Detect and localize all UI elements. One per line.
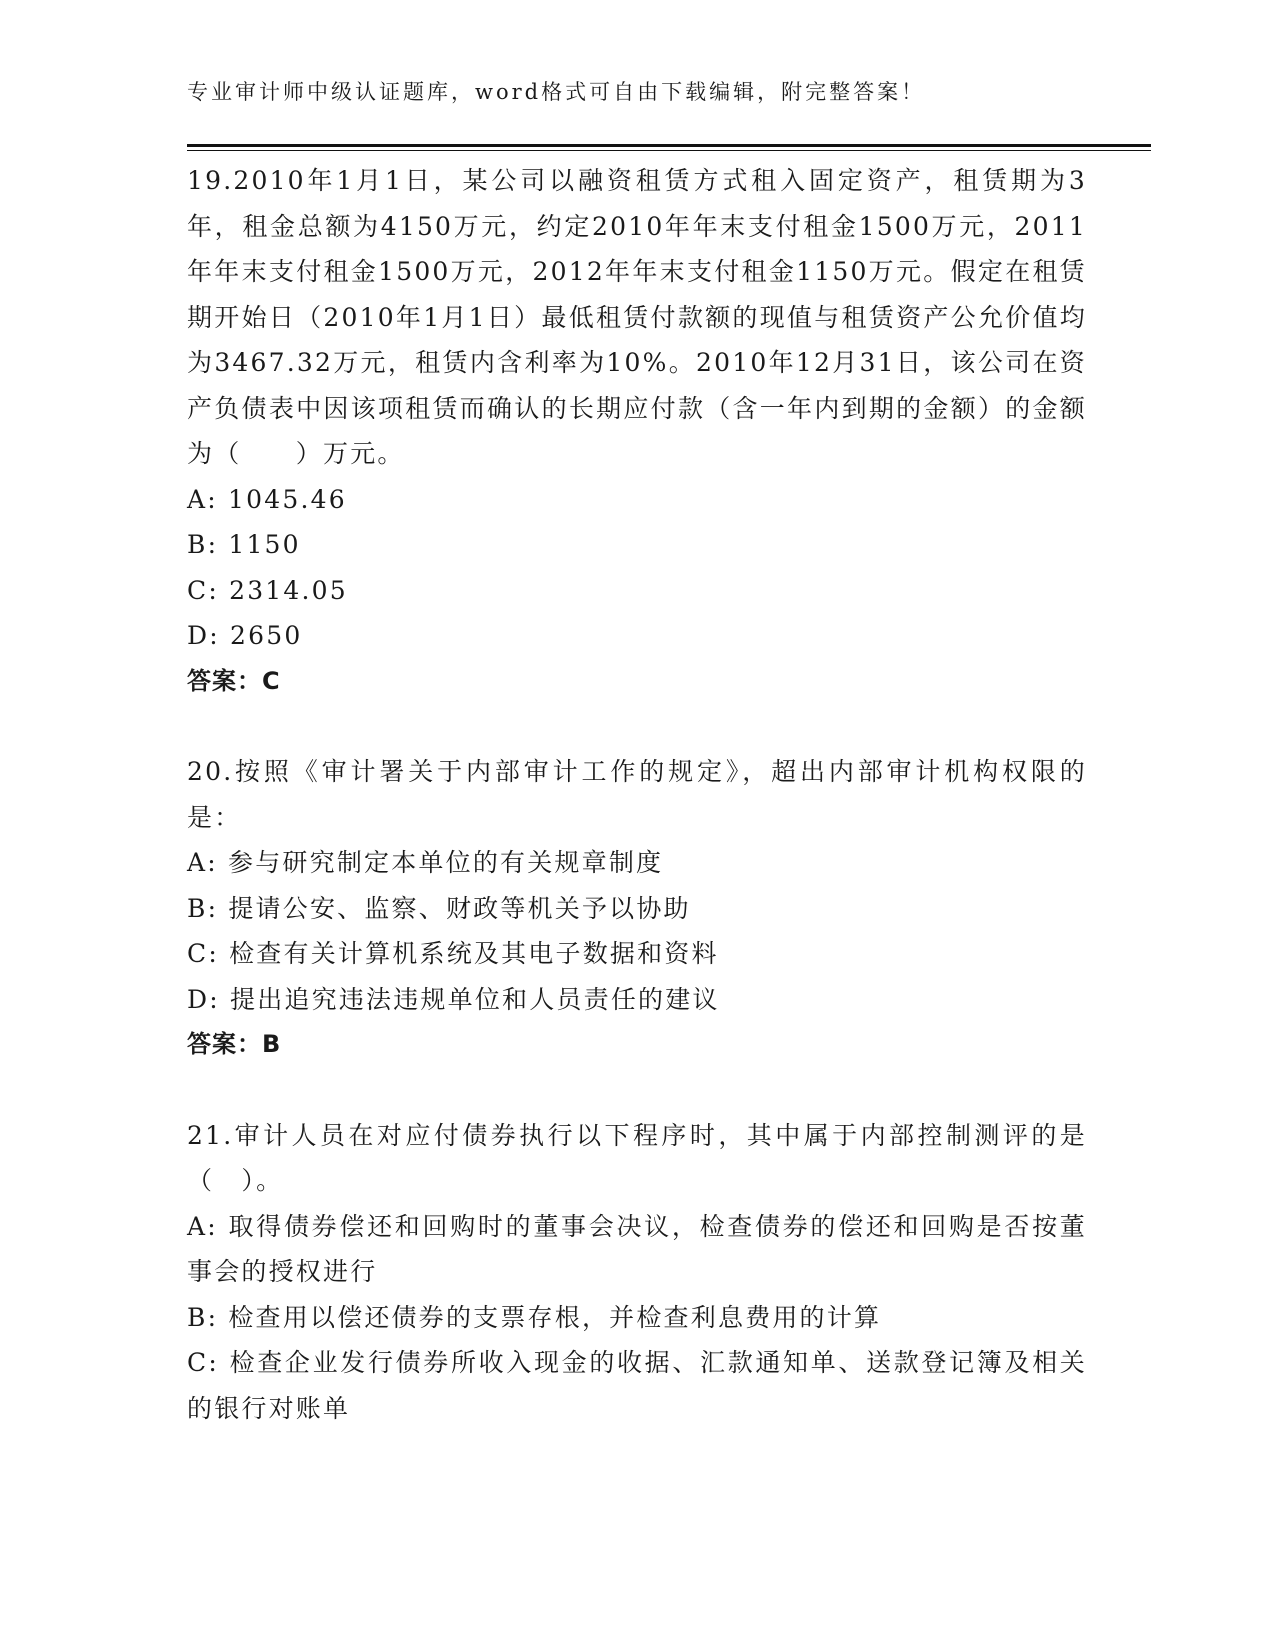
option-b: B: 提请公安、监察、财政等机关予以协助: [187, 893, 691, 923]
option-d: D: 提出追究违法违规单位和人员责任的建议: [187, 984, 720, 1014]
answer: 答案：B: [187, 1030, 282, 1058]
option-c: C: 检查企业发行债券所收入现金的收据、汇款通知单、送款登记簿及相关的银行对账单: [187, 1348, 1087, 1423]
header-rule-thick: [187, 144, 1151, 147]
option-a: A: 参与研究制定本单位的有关规章制度: [187, 848, 664, 877]
header-rule-thin: [187, 150, 1151, 151]
option-c: C: 2314.05: [187, 575, 348, 605]
page-header: 专业审计师中级认证题库，word格式可自由下载编辑，附完整答案！: [187, 80, 926, 104]
answer: 答案：C: [187, 666, 281, 695]
option-b: B: 1150: [187, 530, 301, 559]
option-a: A: 取得债券偿还和回购时的董事会决议，检查债券的偿还和回购是否按董事会的授权进行: [187, 1211, 1087, 1286]
option-d: D: 2650: [187, 621, 303, 650]
question-list: [187, 158, 1087, 1431]
spacer: [187, 1068, 1087, 1113]
question-21: [187, 1113, 1087, 1432]
question-text: 19.2010年1月1日，某公司以融资租赁方式租入固定资产，租赁期为3年，租金总额为4150万元，约定2010年年末支付租金1500万元，2011年年末支付租金1500万元，2012年年末支付租金1150万元。假定在租赁期开始日（2010年1月1日）最低租赁付款额的现值与租赁资产公允价值均为3467.32万元，租赁内含利率为10%。2010年12月31日，该公司在资产负债表中因该项租赁而确认的长期应付款（含一年内到期的金额）的金额为（ ）万元。: [187, 166, 1087, 468]
question-20: [187, 749, 1087, 1068]
option-a: A: 1045.46: [187, 484, 347, 514]
option-b: B: 检查用以偿还债券的支票存根，并检查利息费用的计算: [187, 1302, 882, 1332]
question-text: 21.审计人员在对应付债券执行以下程序时，其中属于内部控制测评的是（ ）。: [187, 1120, 1087, 1195]
question-text: 20.按照《审计署关于内部审计工作的规定》，超出内部审计机构权限的是：: [187, 757, 1087, 832]
option-c: C: 检查有关计算机系统及其电子数据和资料: [187, 939, 719, 968]
spacer: [187, 704, 1087, 749]
question-19: [187, 158, 1087, 704]
